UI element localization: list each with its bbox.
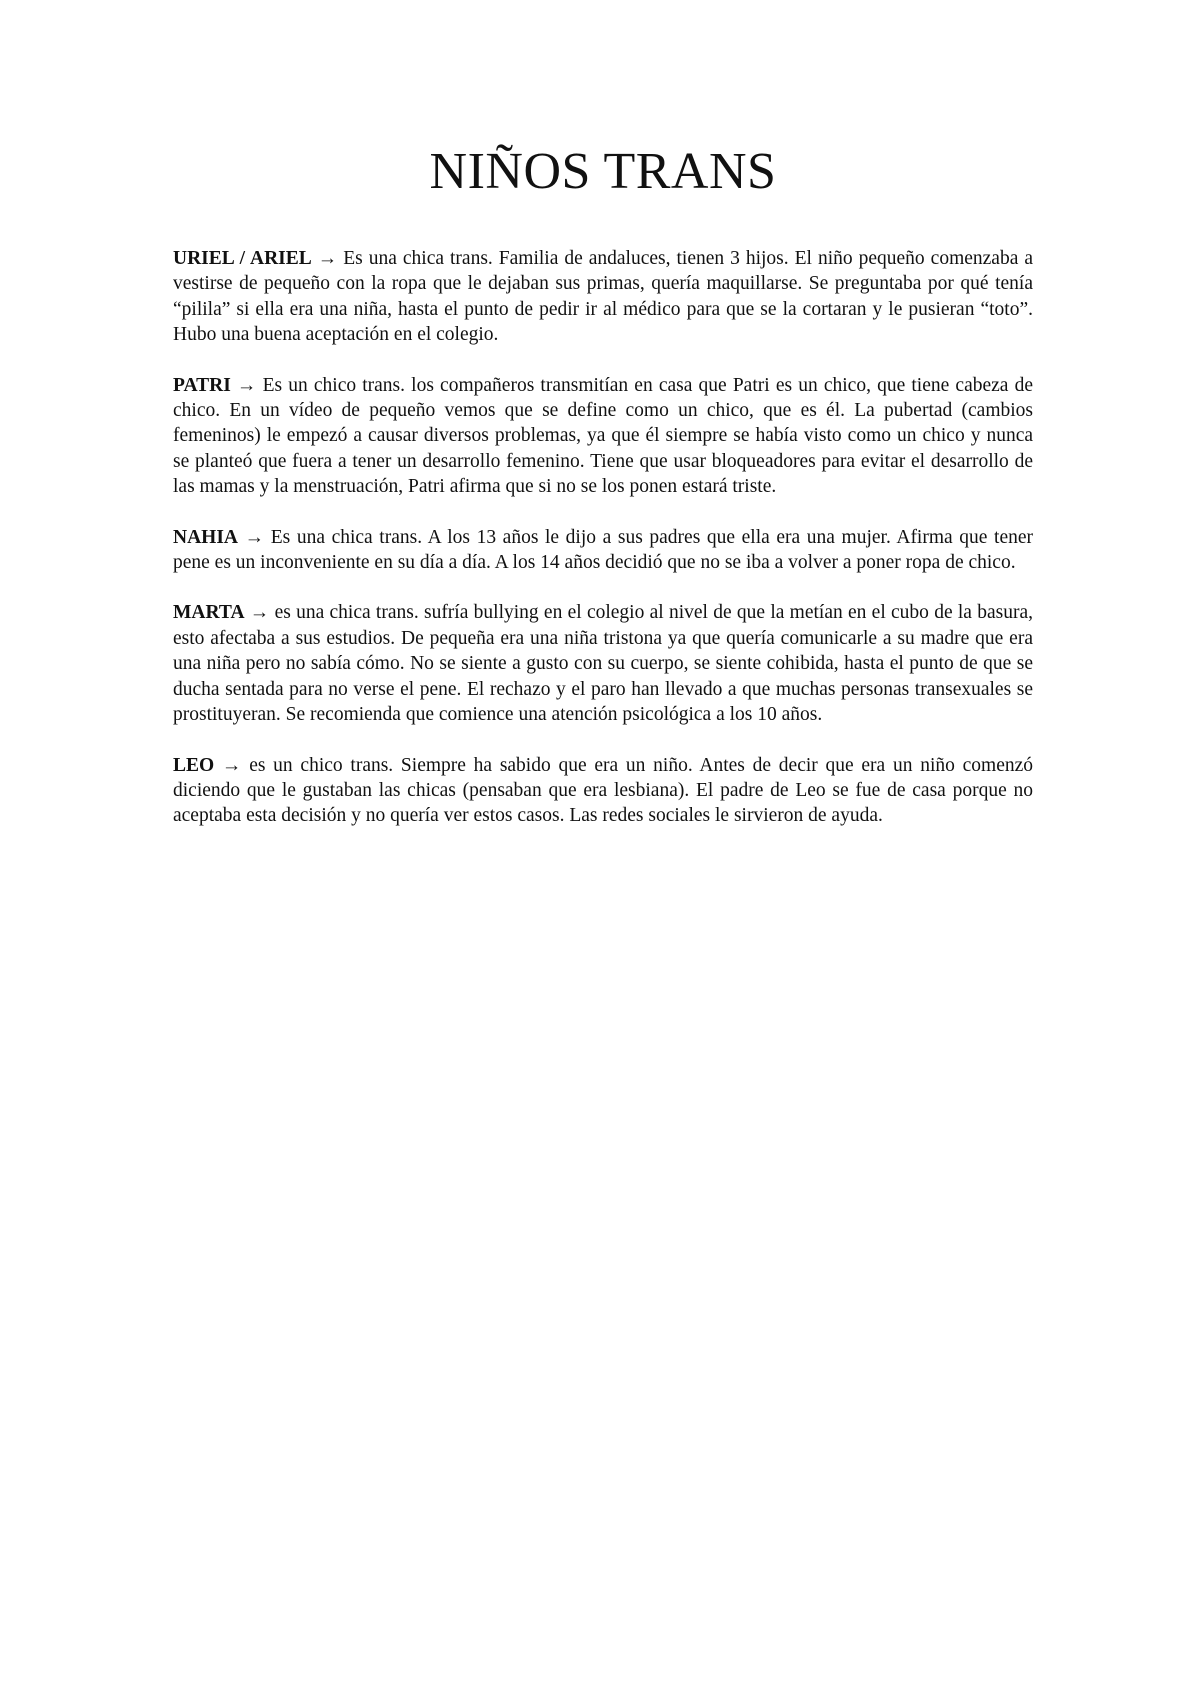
document-title: NIÑOS TRANS	[429, 143, 777, 200]
section-text: Es una chica trans. Familia de andaluces, tienen 3 hijos. El niño pequeño comenzaba a vestirse de pequeño con la ropa que le dejaban sus primas, quería maquillarse. Se preguntaba por qué tenía “pilila” si ella era una niña, hasta el punto de pedir ir al médico para que se la cortaran y le pusieran “toto”. Hubo una buena aceptación en el colegio.	[173, 248, 1033, 346]
section-text: es un chico trans. Siempre ha sabido que era un niño. Antes de decir que era un niño comenzó diciendo que le gustaban las chicas (pensaban que era lesbiana). El padre de Leo se fue de casa porque no aceptaba esta decisión y no quería ver estos casos. Las redes sociales le sirvieron de ayuda.	[173, 754, 1034, 827]
section-name: MARTA	[173, 602, 245, 624]
section-name: LEO	[173, 754, 215, 776]
section-leo	[173, 753, 1033, 829]
arrow-separator: →	[230, 374, 263, 396]
section-name: NAHIA	[173, 526, 239, 548]
arrow-separator: →	[214, 754, 250, 776]
section-name: URIEL / ARIEL	[173, 248, 312, 269]
section-name: PATRI	[173, 374, 231, 396]
document-content	[173, 140, 1033, 854]
section-text: es una chica trans. sufría bullying en el colegio al nivel de que la metían en el cubo de la basura, esto afectaba a sus estudios. De pequeña era una niña tristona ya que quería comunicarle a su madre que era una niña pero no sabía cómo. No se siente a gusto con su cuerpo, se siente cohibida, hasta el punto de que se ducha sentada para no verse el pene. El rechazo y el paro han llevado a que muchas personas transexuales se prostituyeran. Se recomienda que comience una atención psicológica a los 10 años.	[173, 602, 1033, 726]
arrow-separator: →	[244, 602, 275, 624]
arrow-separator: →	[238, 526, 271, 548]
section-patri	[173, 373, 1033, 500]
section-uriel-ariel	[173, 246, 1033, 348]
section-text: Es una chica trans. A los 13 años le dijo a sus padres que ella era una mujer. Afirma que tener pene es un inconveniente en su día a día. A los 14 años decidió que no se iba a volver a poner ropa de chico.	[173, 526, 1033, 574]
arrow-separator: →	[311, 248, 344, 269]
section-text: Es un chico trans. los compañeros transmitían en casa que Patri es un chico, que tiene cabeza de chico. En un vídeo de pequeño vemos que se define como un chico, que es él. La pubertad (cambios femeninos) le empezó a causar diversos problemas, ya que él siempre se había visto como un chico y nunca se planteó que fuera a tener un desarrollo femenino. Tiene que usar bloqueadores para evitar el desarrollo de las mamas y la menstruación, Patri afirma que si no se los ponen estará triste.	[173, 374, 1034, 498]
section-marta	[173, 600, 1033, 727]
section-nahia	[173, 525, 1033, 576]
